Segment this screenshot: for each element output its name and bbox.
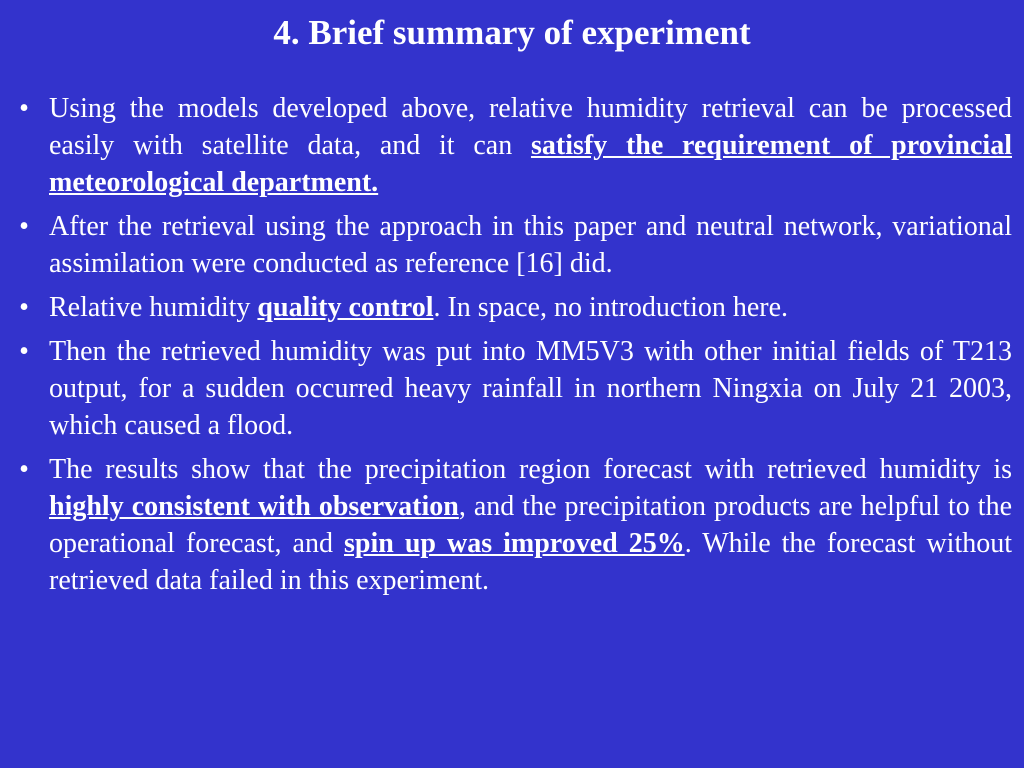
bullet-5-text-mid: , and the precipitation products are helpful to the operational forecast, and	[49, 491, 1012, 559]
bullet-dot-icon: •	[19, 93, 29, 124]
bullet-5-text: The results show that the precipitation region forecast with retrieved humidity is	[49, 454, 1012, 485]
bullet-5-emphasis-1: highly consistent with observation	[49, 491, 459, 522]
bullet-dot-icon: •	[19, 211, 29, 242]
bullet-item-1	[14, 90, 1012, 201]
bullet-4-text: Then the retrieved humidity was put into MM5V3 with other initial fields of T213 output, for a sudden occurred heavy rainfall in northern Ningxia on July 21 2003, which caused a flood.	[49, 336, 1012, 441]
bullet-dot-icon: •	[19, 292, 29, 323]
bullet-5-emphasis-2: spin up was improved 25%	[344, 528, 685, 559]
bullet-3-text: Relative humidity	[49, 292, 258, 323]
bullet-item-4	[14, 333, 1012, 444]
bullet-dot-icon: •	[19, 336, 29, 367]
bullet-item-2	[14, 208, 1012, 282]
bullet-dot-icon: •	[19, 454, 29, 485]
bullet-list	[14, 90, 1012, 606]
bullet-3-text-end: . In space, no introduction here.	[433, 292, 789, 323]
bullet-1-text: Using the models developed above, relative humidity retrieval can be processed easily with satellite data, and it can	[49, 93, 1012, 161]
bullet-5-text-end: . While the forecast without retrieved data failed in this experiment.	[49, 528, 1013, 596]
bullet-3-emphasis: quality control	[257, 292, 434, 323]
bullet-2-text: After the retrieval using the approach in this paper and neutral network, variational assimilation were conducted as reference [16] did.	[49, 211, 1012, 279]
slide-title: 4. Brief summary of experiment	[273, 13, 751, 52]
bullet-item-5	[14, 451, 1012, 599]
bullet-item-3	[14, 289, 1012, 326]
bullet-1-emphasis: satisfy the requirement of provincial meteorological department.	[49, 130, 1012, 198]
